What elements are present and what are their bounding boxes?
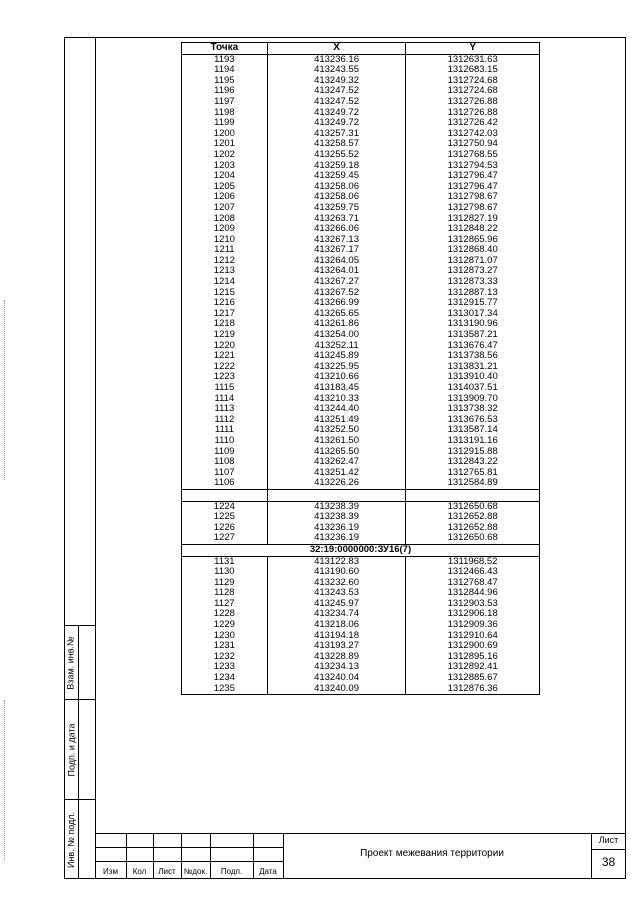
cell-point: 1200: [182, 129, 268, 140]
cell-y: 1312796.47: [406, 171, 540, 182]
cell-x: 413251.49: [267, 415, 406, 426]
sheet-label: Лист: [598, 835, 619, 845]
cell-y: 1312726.88: [406, 97, 540, 108]
cell-x: 413265.65: [267, 309, 406, 320]
cell-x: 413255.52: [267, 150, 406, 161]
table-row: [182, 436, 540, 447]
table-row: [182, 533, 540, 544]
cell-y: 1312844.96: [406, 588, 540, 599]
cell-point: 1233: [182, 662, 268, 673]
section-row: [182, 544, 540, 556]
stamp-col-podp: Подп.: [220, 867, 243, 876]
cell-x: 413261.86: [267, 319, 406, 330]
cell-y: 1312798.67: [406, 203, 540, 214]
cell-point: 1198: [182, 108, 268, 119]
cell-x: 413236.19: [267, 533, 406, 544]
cell-point: 1115: [182, 383, 268, 394]
cell-x: 413258.57: [267, 139, 406, 150]
cell-x: 413122.83: [267, 556, 406, 567]
cell-x: 413194.18: [267, 631, 406, 642]
table-header-row: [182, 43, 540, 55]
cell-y: 1313190.96: [406, 319, 540, 330]
header-x: X: [267, 43, 406, 55]
side-label-podp-data: Подп. и дата: [66, 723, 77, 777]
cell-y: 1313587.14: [406, 425, 540, 436]
stamp-row-line: [95, 847, 283, 848]
cell-y: 1312652.88: [406, 523, 540, 534]
cell-x: 413267.27: [267, 277, 406, 288]
cell-y: 1312724.68: [406, 86, 540, 97]
cell-point: 1227: [182, 533, 268, 544]
cell-x: 413245.97: [267, 599, 406, 610]
cell-y: 1312915.77: [406, 298, 540, 309]
cell-y: 1312724.68: [406, 76, 540, 87]
cell-point: 1226: [182, 523, 268, 534]
side-cell-vzam: [64, 625, 95, 699]
stamp-col-kol: Кол: [132, 867, 147, 876]
cell-x: 413240.04: [267, 673, 406, 684]
cell-y: 1312868.40: [406, 245, 540, 256]
cell-point: 1129: [182, 578, 268, 589]
cell-y: 1312915.88: [406, 447, 540, 458]
cell-y: 1312768.47: [406, 578, 540, 589]
cell-point: 1127: [182, 599, 268, 610]
table-row-blank: [182, 489, 540, 501]
cell-x: 413257.31: [267, 129, 406, 140]
cell-point: 1106: [182, 478, 268, 489]
cell-point: 1224: [182, 501, 268, 512]
cell-x: 413234.13: [267, 662, 406, 673]
cell-x: 413243.55: [267, 65, 406, 76]
cell-point: 1112: [182, 415, 268, 426]
cell-y: 1312683.15: [406, 65, 540, 76]
cell-point: 1196: [182, 86, 268, 97]
cell-point: 1110: [182, 436, 268, 447]
cell-x: 413267.17: [267, 245, 406, 256]
cell-point: 1211: [182, 245, 268, 256]
cell-y: 1313910.40: [406, 372, 540, 383]
cell-x: 413240.09: [267, 684, 406, 695]
cell-x: 413258.06: [267, 182, 406, 193]
side-stamp: [64, 625, 95, 879]
cell-y: 1312742.03: [406, 129, 540, 140]
cell-point: 1231: [182, 641, 268, 652]
cell-point: 1203: [182, 161, 268, 172]
cell-point: 1201: [182, 139, 268, 150]
cell-y: 1312765.81: [406, 468, 540, 479]
cell-x: 413262.47: [267, 457, 406, 468]
cell-x: 413234.74: [267, 609, 406, 620]
cell-y: 1312903.53: [406, 599, 540, 610]
cell-y: 1312892.41: [406, 662, 540, 673]
cell-x: 413259.45: [267, 171, 406, 182]
cell-x: 413225.95: [267, 362, 406, 373]
cell-x: 413226.26: [267, 478, 406, 489]
section-title: 32:19:0000000:ЗУ16(7): [182, 544, 540, 556]
table-body: [182, 54, 540, 695]
cell-x: 413247.52: [267, 86, 406, 97]
cell-y: 1312887.13: [406, 288, 540, 299]
cell-point: 1197: [182, 97, 268, 108]
cell-point: 1232: [182, 652, 268, 663]
cell-y: 1312871.07: [406, 256, 540, 267]
cell-x: 413252.11: [267, 341, 406, 352]
cell-point: 1208: [182, 214, 268, 225]
cell-x: 413190.60: [267, 567, 406, 578]
cell-y: 1312584.89: [406, 478, 540, 489]
cell-y: 1313831.21: [406, 362, 540, 373]
stamp-col-list: Лист: [158, 867, 176, 876]
cell-y: 1312909.36: [406, 620, 540, 631]
cell-y: 1312873.33: [406, 277, 540, 288]
cell-y: 1313191.16: [406, 436, 540, 447]
cell-y: 1312865.96: [406, 235, 540, 246]
cell-point: 1108: [182, 457, 268, 468]
cell-point: 1131: [182, 556, 268, 567]
cell-y: 1313017.34: [406, 309, 540, 320]
side-cell-inv: [64, 799, 95, 879]
cell-x: 413251.42: [267, 468, 406, 479]
stamp-col-izm: Изм: [103, 867, 118, 876]
cell-y: 1312876.36: [406, 684, 540, 695]
table-row: [182, 383, 540, 394]
cell-point: 1216: [182, 298, 268, 309]
stamp-top-line: [95, 833, 626, 834]
coordinates-table: [181, 42, 540, 695]
cell-point: 1210: [182, 235, 268, 246]
cell-y: 1312768.55: [406, 150, 540, 161]
cell-empty: [267, 489, 406, 501]
cell-y: 1313587.21: [406, 330, 540, 341]
cell-x: 413267.13: [267, 235, 406, 246]
cell-empty: [182, 489, 268, 501]
cell-point: 1202: [182, 150, 268, 161]
cell-y: 1312843.22: [406, 457, 540, 468]
cell-point: 1225: [182, 512, 268, 523]
table-row: [182, 478, 540, 489]
cell-x: 413236.16: [267, 54, 406, 65]
cell-point: 1220: [182, 341, 268, 352]
table-row: [182, 97, 540, 108]
cell-point: 1223: [182, 372, 268, 383]
cell-x: 413232.60: [267, 578, 406, 589]
cell-y: 1312848.22: [406, 224, 540, 235]
cell-x: 413210.33: [267, 394, 406, 405]
cell-point: 1234: [182, 673, 268, 684]
cell-y: 1312631.63: [406, 54, 540, 65]
cell-x: 413228.89: [267, 652, 406, 663]
header-y: Y: [406, 43, 540, 55]
side-label-vzam: Взам. инв.№: [66, 636, 77, 690]
cell-point: 1235: [182, 684, 268, 695]
cell-x: 413247.52: [267, 97, 406, 108]
cell-x: 413249.72: [267, 118, 406, 129]
cell-x: 413258.06: [267, 192, 406, 203]
cell-point: 1217: [182, 309, 268, 320]
cell-point: 1199: [182, 118, 268, 129]
cell-x: 413243.53: [267, 588, 406, 599]
cell-point: 1130: [182, 567, 268, 578]
cell-point: 1193: [182, 54, 268, 65]
cell-x: 413266.99: [267, 298, 406, 309]
cell-y: 1312895.16: [406, 652, 540, 663]
cell-y: 1312827.19: [406, 214, 540, 225]
cell-point: 1214: [182, 277, 268, 288]
stamp-col-ndok: №док.: [183, 867, 208, 876]
cell-x: 413183.45: [267, 383, 406, 394]
cell-point: 1194: [182, 65, 268, 76]
cell-point: 1213: [182, 266, 268, 277]
cell-x: 413244.40: [267, 404, 406, 415]
cell-point: 1218: [182, 319, 268, 330]
cell-x: 413263.71: [267, 214, 406, 225]
cell-x: 413249.72: [267, 108, 406, 119]
cell-x: 413264.05: [267, 256, 406, 267]
cell-y: 1312885.67: [406, 673, 540, 684]
binding-dots: [4, 700, 5, 860]
cell-x: 413264.01: [267, 266, 406, 277]
cell-x: 413266.06: [267, 224, 406, 235]
cell-point: 1219: [182, 330, 268, 341]
cell-point: 1206: [182, 192, 268, 203]
cell-x: 413249.32: [267, 76, 406, 87]
binding-dots: [4, 300, 5, 480]
cell-point: 1107: [182, 468, 268, 479]
cell-x: 413254.00: [267, 330, 406, 341]
cell-y: 1312873.27: [406, 266, 540, 277]
cell-point: 1128: [182, 588, 268, 599]
cell-x: 413261.50: [267, 436, 406, 447]
cell-point: 1205: [182, 182, 268, 193]
cell-point: 1109: [182, 447, 268, 458]
cell-y: 1312796.47: [406, 182, 540, 193]
sheet-number: 38: [601, 855, 616, 869]
cell-x: 413265.50: [267, 447, 406, 458]
cell-point: 1222: [182, 362, 268, 373]
cell-y: 1311968.52: [406, 556, 540, 567]
cell-y: 1312900.69: [406, 641, 540, 652]
frame-inner-border: [95, 37, 96, 879]
cell-x: 413252.50: [267, 425, 406, 436]
table-row: [182, 203, 540, 214]
cell-y: 1312750.94: [406, 139, 540, 150]
stamp-col-data: Дата: [259, 867, 277, 876]
cell-x: 413259.75: [267, 203, 406, 214]
cell-y: 1313909.70: [406, 394, 540, 405]
cell-x: 413193.27: [267, 641, 406, 652]
cell-point: 1209: [182, 224, 268, 235]
header-point: Точка: [182, 43, 268, 55]
cell-y: 1313738.32: [406, 404, 540, 415]
table-row: [182, 150, 540, 161]
cell-y: 1312794.53: [406, 161, 540, 172]
cell-y: 1312906.18: [406, 609, 540, 620]
cell-y: 1312466.43: [406, 567, 540, 578]
cell-x: 413238.39: [267, 512, 406, 523]
cell-point: 1215: [182, 288, 268, 299]
cell-point: 1195: [182, 76, 268, 87]
cell-x: 413267.52: [267, 288, 406, 299]
cell-point: 1221: [182, 351, 268, 362]
cell-y: 1312910.64: [406, 631, 540, 642]
cell-point: 1230: [182, 631, 268, 642]
cell-x: 413259.18: [267, 161, 406, 172]
cell-y: 1312726.42: [406, 118, 540, 129]
cell-empty: [406, 489, 540, 501]
cell-y: 1312652.88: [406, 512, 540, 523]
cell-y: 1312798.67: [406, 192, 540, 203]
side-label-inv-podl: Инв. № подл.: [66, 811, 76, 869]
cell-point: 1228: [182, 609, 268, 620]
cell-point: 1114: [182, 394, 268, 405]
cell-point: 1204: [182, 171, 268, 182]
title-block: [95, 833, 626, 879]
stamp-sheet-line: [591, 849, 626, 850]
cell-point: 1111: [182, 425, 268, 436]
cell-x: 413238.39: [267, 501, 406, 512]
cell-point: 1229: [182, 620, 268, 631]
table-row: [182, 684, 540, 695]
cell-y: 1313676.47: [406, 341, 540, 352]
document-title: Проект межевания территории: [360, 848, 504, 859]
cell-y: 1313676.53: [406, 415, 540, 426]
cell-point: 1207: [182, 203, 268, 214]
cell-y: 1312650.68: [406, 501, 540, 512]
side-cell-podp: [64, 699, 95, 799]
cell-x: 413210.66: [267, 372, 406, 383]
cell-point: 1113: [182, 404, 268, 415]
cell-x: 413236.19: [267, 523, 406, 534]
stamp-row-line: [95, 861, 283, 862]
cell-y: 1314037.51: [406, 383, 540, 394]
cell-x: 413218.06: [267, 620, 406, 631]
cell-point: 1212: [182, 256, 268, 267]
cell-y: 1312726.88: [406, 108, 540, 119]
cell-y: 1312650.68: [406, 533, 540, 544]
cell-y: 1313738.56: [406, 351, 540, 362]
cell-x: 413245.89: [267, 351, 406, 362]
